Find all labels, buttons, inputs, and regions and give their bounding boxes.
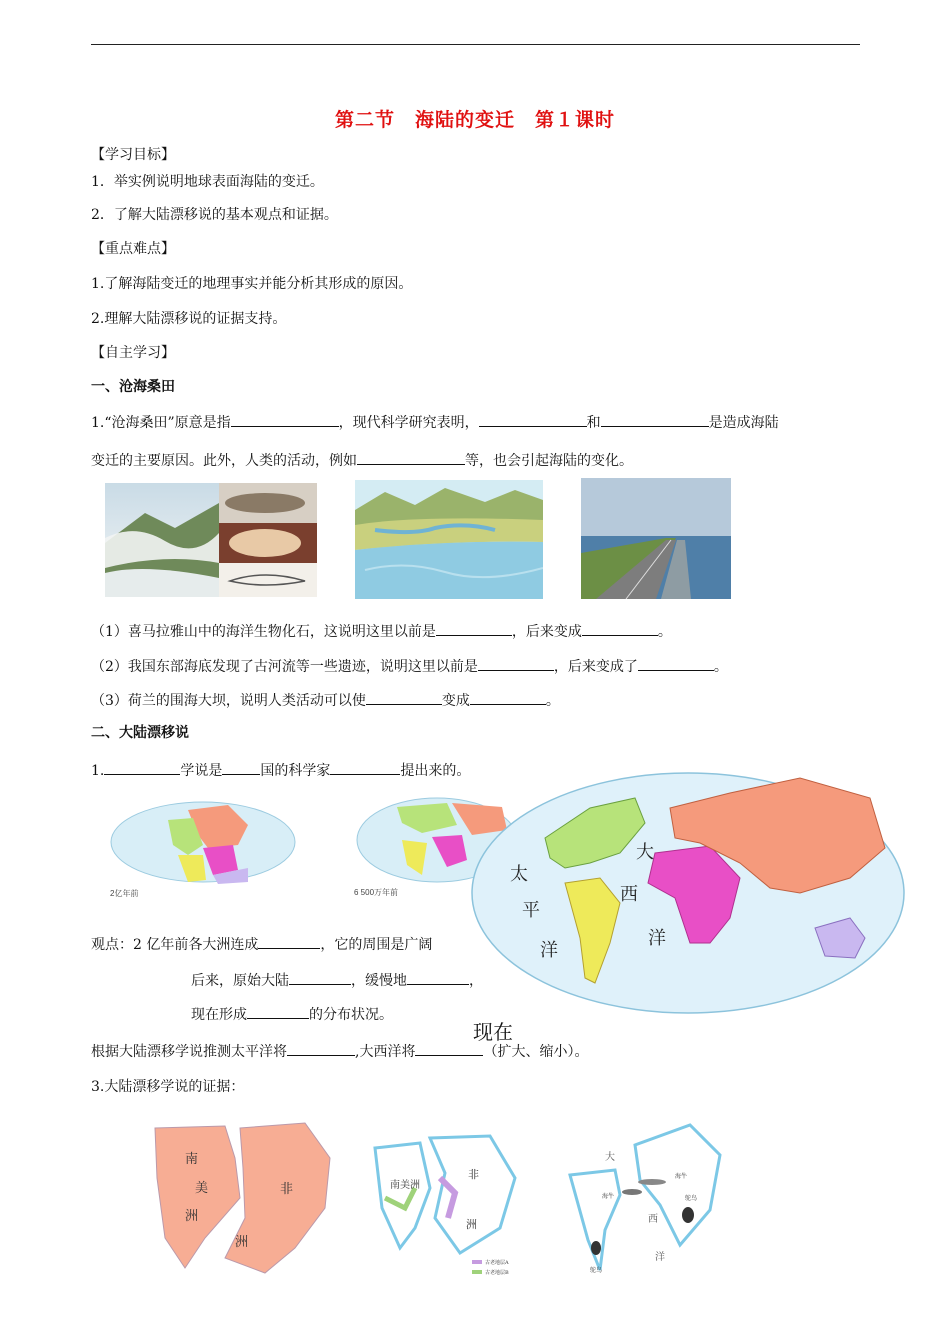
sub-question-2: （2）我国东部海底发现了古河流等一些遗迹，说明这里以前是 ，后来变成了 。 [91,656,728,676]
ev2-legend-a: 古老地层A [485,1260,509,1266]
blank[interactable] [436,621,512,636]
evidence-map-coastline-fit [145,1118,340,1278]
heading-key: 【重点难点】 [91,241,175,257]
ev1-nan: 南 [185,1152,199,1167]
label-yang2: 洋 [648,928,666,949]
goal-2: 2．了解大陆漂移说的基本观点和证据。 [91,207,338,223]
blank[interactable] [222,760,260,775]
himalaya-fossil-photo [105,483,317,597]
blank[interactable] [407,970,469,985]
blank[interactable] [258,934,320,949]
now-caption: 现在 [473,1020,513,1044]
present-world-map [470,768,910,1016]
label-tai: 太 [510,864,528,885]
heading-goals: 【学习目标】 [91,147,175,163]
question-1-cont: 变迁的主要原因。此外，人类的活动，例如 等，也会引起海陆的变化。 [91,450,633,470]
ev2-south-america: 南美洲 [390,1180,420,1191]
ev3-tuoniao-1: 鸵鸟 [685,1195,698,1202]
ancient-river-seafloor-illustration [355,480,543,599]
viewpoint-line-2: 后来，原始大陆 ，缓慢地 ， [191,970,483,990]
sub-question-3: （3）荷兰的围海大坝，说明人类活动可以使 变成 。 [91,690,560,710]
blank[interactable] [582,621,658,636]
page-title: 第二节 海陆的变迁 第１课时 [334,109,615,131]
blank[interactable] [247,1004,309,1019]
ev3-xi: 西 [648,1214,658,1225]
ev3-hainiu-1: 海牛 [675,1173,688,1180]
heading-self-study: 【自主学习】 [91,345,175,361]
section-2-heading: 二、大陆漂移说 [91,725,189,741]
blank[interactable] [357,450,465,465]
ev1-mei: 美 [195,1181,209,1196]
label-xi: 西 [620,884,638,905]
section-1-heading: 一、沧海桑田 [91,379,175,395]
inference-question: 根据大陆漂移学说推测太平洋将 ,大西洋将 （扩大、缩小）。 [91,1041,588,1061]
map1-label: 2亿年前 [110,889,139,898]
ev3-tuoniao-2: 鸵鸟 [590,1267,603,1274]
blank[interactable] [478,656,554,671]
evidence-map-rock-strata [360,1128,525,1283]
blank[interactable] [287,1041,355,1056]
ev2-legend-b: 古老地层B [485,1270,509,1276]
blank[interactable] [601,412,709,427]
blank[interactable] [470,690,546,705]
viewpoint-line-3: 现在形成 的分布状况。 [191,1004,393,1024]
sub-question-1: （1）喜马拉雅山中的海洋生物化石，这说明这里以前是 ，后来变成 。 [91,621,672,641]
blank[interactable] [479,412,587,427]
question-1: 1.“沧海桑田”原意是指 ，现代科学研究表明， 和 是造成海陆 [91,412,779,432]
label-da: 大 [636,842,654,863]
blank[interactable] [366,690,442,705]
ev1-fei: 非 [280,1182,294,1197]
netherlands-dam-photo [581,478,731,599]
viewpoint-line-1: 观点：2 亿年前各大洲连成 ，它的周围是广阔 [91,934,432,954]
goal-1: 1．举实例说明地球表面海陆的变迁。 [91,174,324,190]
key-2: 2.理解大陆漂移说的证据支持。 [91,311,287,327]
ev3-hainiu-2: 海牛 [602,1193,615,1200]
map-200-million-years-ago [108,800,298,900]
ev1-zhou1: 洲 [185,1209,199,1224]
blank[interactable] [330,760,400,775]
label-ping: 平 [522,900,540,921]
map2-label: 6 500万年前 [354,888,399,897]
ev3-da: 大 [605,1152,615,1163]
blank[interactable] [289,970,351,985]
ev1-zhou2: 洲 [235,1235,249,1250]
ev2-fei: 非 [468,1168,479,1181]
blank[interactable] [231,412,339,427]
header-rule [91,44,860,45]
question-2: 1. 学说是 国的科学家 提出来的。 [91,760,470,780]
ev3-yang: 洋 [655,1252,665,1263]
label-yang1: 洋 [540,940,558,961]
ev2-zhou: 洲 [466,1218,477,1231]
blank[interactable] [104,760,180,775]
key-1: 1.了解海陆变迁的地理事实并能分析其形成的原因。 [91,276,413,292]
evidence-map-species-distribution [560,1120,730,1282]
blank[interactable] [638,656,714,671]
question-3: 3.大陆漂移学说的证据： [91,1079,245,1095]
